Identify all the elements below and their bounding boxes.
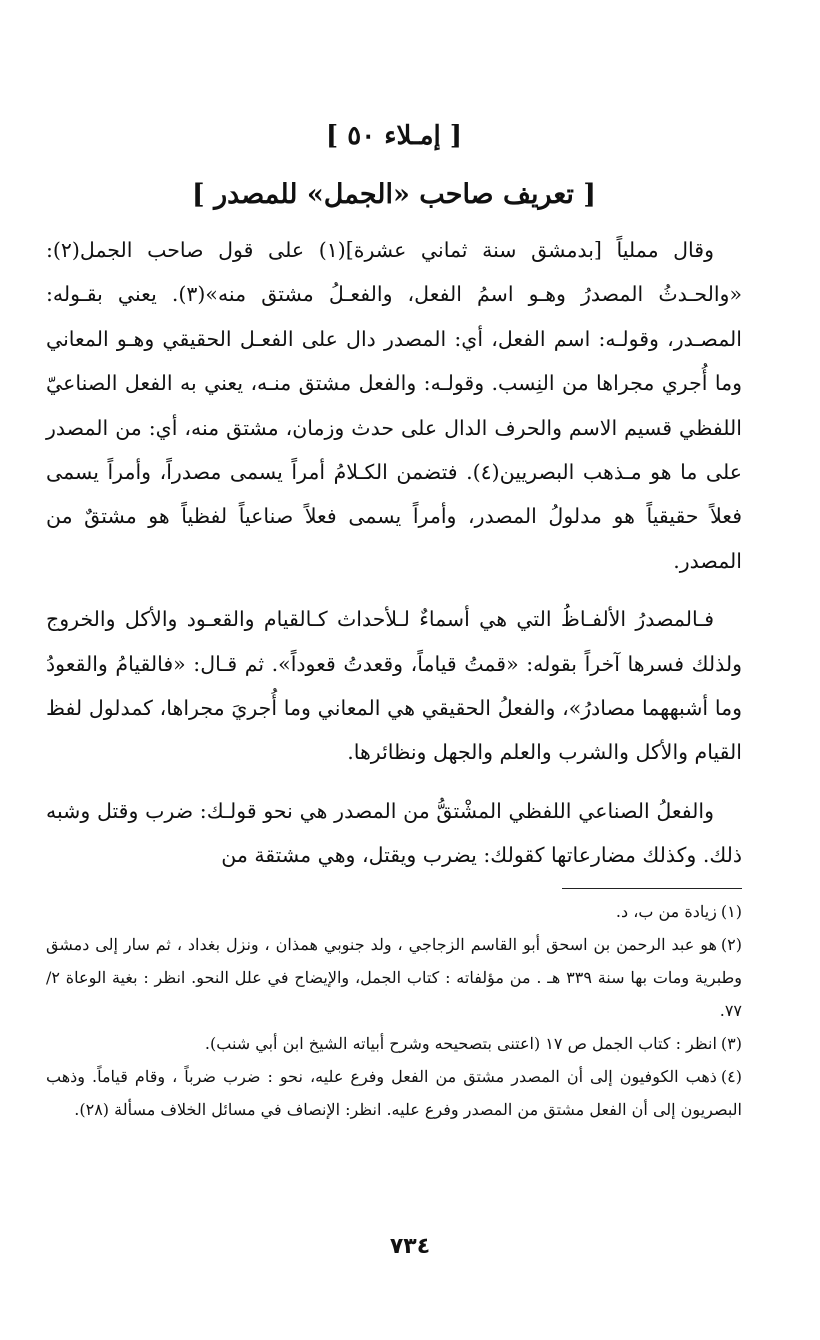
body-text (46, 228, 742, 878)
footnote-number: (٢) (720, 934, 743, 954)
page-number: ٧٣٤ (389, 1234, 431, 1259)
footnote-2 (46, 928, 742, 1027)
footnote-text: انظر : كتاب الجمل ص ١٧ (اعتنى بتصحيحه وشرح أبياته الشيخ ابن أبي شنب). (204, 1033, 717, 1053)
footnote-divider (562, 888, 742, 889)
footnote-4 (46, 1060, 742, 1126)
dictation-title: [ إمـلاء ٥٠ ] (325, 121, 463, 151)
footnote-number: (٤) (720, 1066, 742, 1086)
document-page (46, 112, 742, 1340)
paragraph-1: وقال مملياً [بدمشق سنة ثماني عشرة](١) على قول صاحب الجمل(٢): «والحـدثُ المصدرُ وهـو اسمُ الفعل، والفعـلُ مشتق منه»(٣). يعني بقـوله: المصـدر، وقولـه: اسم الفعل، أي: المصدر دال على الفعـل الحقيقي وهـو المعاني وما أُجري مجراها من النِسب. وقولـه: والفعل مشتق منـه، يعني به الفعل الصناعيّ اللفظي قسيم الاسم والحرف الدال على حدث وزمان، مشتق منه، أي: من المصدر على ما هو مـذهب البصريين(٤). فتضمن الكـلامُ أمراً يسمى مصدراً، وأمراً يسمى فعلاً حقيقياً هو مدلولُ المصدر، وأمراً يسمى فعلاً صناعياً لفظياً هو مشتقٌ من المصدر. (46, 238, 743, 573)
footnote-number: (٣) (720, 1033, 742, 1053)
paragraph-2: فـالمصدرُ الألفـاظُ التي هي أسماءٌ لـلأحداث كـالقيام والقعـود والأكل والخروج ولذلك فسرها آخراً بقوله: «قمتُ قياماً، وقعدتُ قعوداً». ثم قـال: «فالقيامُ والقعودُ وما أشبههما مصادرُ»، والفعلُ الحقيقي هي المعاني وما أُجريَ مجراها، كمدلول لفظ القيام والأكل والشرب والعلم والجهل ونظائرها. (46, 607, 742, 765)
footnote-text: ذهب الكوفيون إلى أن المصدر مشتق من الفعل وفرع عليه، نحو : ضرب ضرباً ، وقام قياماً. وذهب البصريون إلى أن الفعل مشتق من المصدر وفرع عليه. انظر: الإنصاف في مسائل الخلاف مسألة (٢٨). (46, 1066, 742, 1119)
footnote-number: (١) (720, 901, 742, 921)
footnote-text: زيادة من ب، د. (615, 901, 717, 921)
paragraph-3: والفعلُ الصناعي اللفظي المشْتقُّ من المصدر هي نحو قولـك: ضرب وقتل وشبه ذلك. وكذلك مضارعاتها كقولك: يضرب ويقتل، وهي مشتقة من (46, 798, 742, 868)
footnotes (46, 888, 742, 1126)
footnote-1 (46, 895, 742, 928)
section-title: [ تعريف صاحب «الجمل» للمصدر ] (191, 179, 597, 210)
footnote-text: هو عبد الرحمن بن اسحق أبو القاسم الزجاجي ، ولد جنوبي همذان ، ونزل بغداد ، ثم سار إلى دمشق وطبرية ومات بها سنة ٣٣٩ هـ . من مؤلفاته : كتاب الجمل، والإيضاح في علل النحو. انظر : بغية الوعاة ٢/ ٧٧. (46, 934, 742, 1020)
footnote-3 (46, 1027, 742, 1060)
